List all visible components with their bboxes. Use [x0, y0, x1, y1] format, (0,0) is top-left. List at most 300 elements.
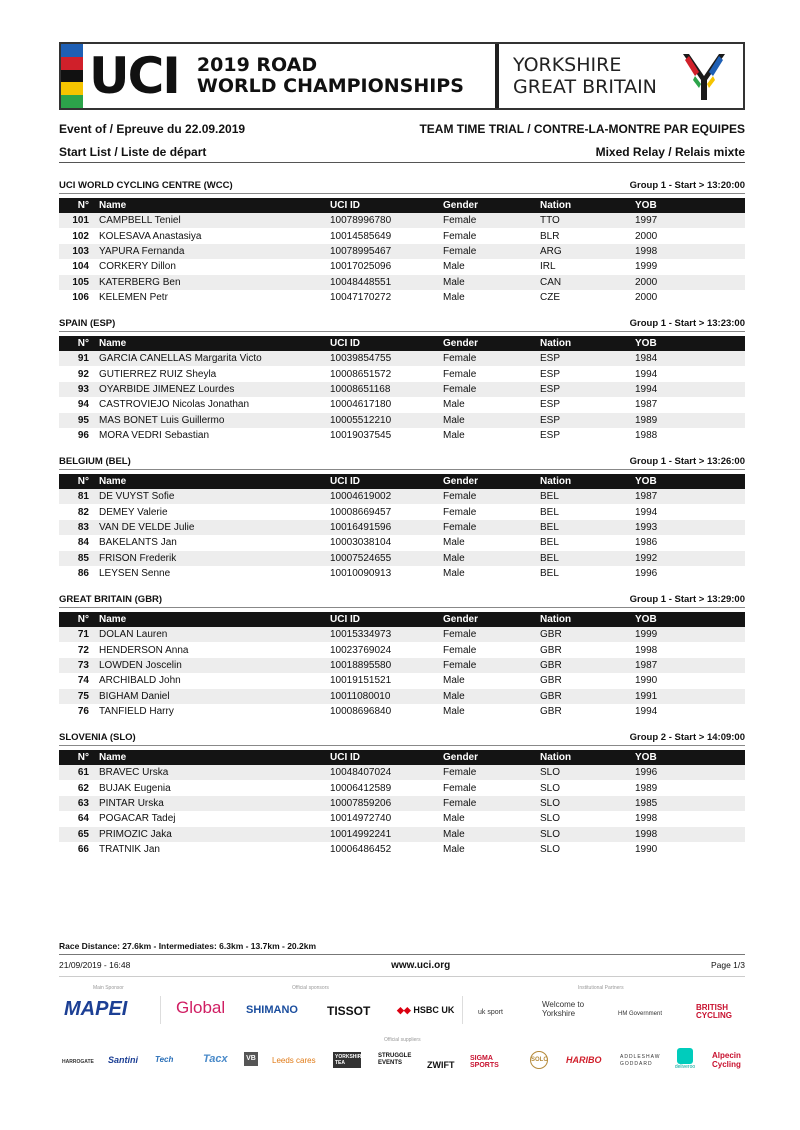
gender: Female [443, 491, 477, 503]
nation: CZE [540, 292, 560, 304]
divider [160, 996, 161, 1024]
table-row [59, 689, 745, 704]
rider-name: TRATNIK Jan [99, 844, 160, 856]
column-header: Nation [540, 476, 572, 487]
team-name: UCI WORLD CYCLING CENTRE (WCC) [59, 180, 233, 191]
uci-id: 10004617180 [330, 399, 392, 411]
bib-number: 81 [77, 491, 89, 503]
event-format: Mixed Relay / Relais mixte [595, 145, 745, 159]
table-row [59, 811, 745, 826]
official-suppliers-label: Official suppliers [384, 1037, 421, 1043]
nation: BEL [540, 568, 559, 580]
year-of-birth: 1999 [635, 261, 658, 273]
uci-id: 10019037545 [330, 430, 392, 442]
start-list-table [59, 198, 745, 305]
uci-id: 10003038104 [330, 537, 392, 549]
table-header-row [59, 750, 745, 765]
bib-number: 66 [77, 844, 89, 856]
year-of-birth: 2000 [635, 230, 658, 242]
column-header: Nation [540, 200, 572, 211]
table-row [59, 228, 745, 243]
column-header: YOB [635, 752, 657, 763]
team-block [59, 315, 745, 443]
rider-name: LOWDEN Joscelin [99, 659, 182, 671]
column-header: Name [99, 200, 127, 211]
nation: ESP [540, 368, 561, 380]
sponsor-tech: Tech [155, 1055, 174, 1064]
sponsor-addleshaw-goddard: ADDLESHAW GODDARD [620, 1054, 661, 1067]
rider-name: HENDERSON Anna [99, 644, 189, 656]
deliveroo-kangaroo-icon [677, 1048, 693, 1064]
table-row [59, 504, 745, 519]
rider-name: TANFIELD Harry [99, 706, 174, 718]
stripe [61, 57, 83, 70]
team-start-time: Group 2 - Start > 14:09:00 [629, 732, 745, 743]
gender: Male [443, 706, 465, 718]
year-of-birth: 2000 [635, 276, 658, 288]
divider [59, 469, 745, 470]
column-header: Name [99, 476, 127, 487]
page-number: Page 1/3 [710, 960, 745, 970]
sponsor-uk-sport: uk sport [478, 1009, 503, 1016]
year-of-birth: 1999 [635, 629, 658, 641]
gender: Male [443, 844, 465, 856]
year-of-birth: 1987 [635, 659, 658, 671]
gender: Female [443, 368, 477, 380]
stripe [61, 44, 83, 57]
nation: BLR [540, 230, 560, 242]
event-meta-row [59, 122, 745, 136]
bib-number: 76 [77, 706, 89, 718]
column-header: YOB [635, 476, 657, 487]
column-header: Nation [540, 338, 572, 349]
start-list-table [59, 750, 745, 857]
gender: Male [443, 537, 465, 549]
nation: SLO [540, 767, 561, 779]
year-of-birth: 1998 [635, 828, 658, 840]
sponsor-solo: SOLO [530, 1051, 548, 1069]
nation: BEL [540, 552, 559, 564]
gender: Female [443, 629, 477, 641]
year-of-birth: 1990 [635, 844, 658, 856]
uci-id: 10018895580 [330, 659, 392, 671]
sponsor-global: Global [176, 998, 226, 1017]
rider-name: VAN DE VELDE Julie [99, 521, 195, 533]
uci-id: 10017025096 [330, 261, 392, 273]
year-of-birth: 1993 [635, 521, 658, 533]
rider-name: LEYSEN Senne [99, 568, 171, 580]
nation: BEL [540, 537, 559, 549]
nation: GBR [540, 706, 562, 718]
rider-name: PINTAR Urska [99, 797, 164, 809]
column-header: N° [77, 338, 89, 349]
gender: Female [443, 521, 477, 533]
column-header: Name [99, 752, 127, 763]
team-name: BELGIUM (BEL) [59, 456, 131, 467]
official-sponsors-label: Official sponsors [292, 985, 329, 991]
column-header: YOB [635, 614, 657, 625]
gender: Male [443, 568, 465, 580]
rider-name: ARCHIBALD John [99, 675, 181, 687]
table-row [59, 520, 745, 535]
table-header-row [59, 474, 745, 489]
table-row [59, 535, 745, 550]
sponsor-vb: VB [244, 1052, 258, 1066]
nation: BEL [540, 491, 559, 503]
gender: Male [443, 430, 465, 442]
table-row [59, 827, 745, 842]
nation: GBR [540, 659, 562, 671]
divider [59, 162, 745, 163]
bib-number: 85 [77, 552, 89, 564]
column-header: Nation [540, 752, 572, 763]
team-header [59, 729, 745, 743]
uci-id: 10048407024 [330, 767, 392, 779]
table-row [59, 658, 745, 673]
rider-name: KATERBERG Ben [99, 276, 181, 288]
sponsor-mapei: MAPEI [64, 998, 128, 1020]
header-banner [59, 42, 745, 110]
sponsor-shimano: SHIMANO [246, 1004, 298, 1016]
uci-id: 10006412589 [330, 782, 392, 794]
divider [59, 745, 745, 746]
footer-row [59, 960, 745, 971]
gender: Female [443, 506, 477, 518]
nation: ARG [540, 245, 562, 257]
uci-id: 10010090913 [330, 568, 392, 580]
table-header-row [59, 198, 745, 213]
uci-brand [61, 44, 499, 108]
uci-id: 10008651168 [330, 383, 391, 395]
gender: Female [443, 230, 477, 242]
gender: Female [443, 767, 477, 779]
event-date: Event of / Epreuve du 22.09.2019 [59, 122, 246, 136]
bib-number: 93 [77, 383, 89, 395]
nation: IRL [540, 261, 556, 273]
nation: GBR [540, 690, 562, 702]
year-of-birth: 1990 [635, 675, 658, 687]
bib-number: 62 [77, 782, 89, 794]
uci-id: 10006486452 [330, 844, 392, 856]
uci-id: 10008696840 [330, 706, 392, 718]
nation: ESP [540, 414, 561, 426]
bib-number: 91 [77, 353, 89, 365]
year-of-birth: 1996 [635, 767, 658, 779]
uci-logo: UCI [89, 47, 179, 105]
uci-id: 10014972740 [330, 813, 392, 825]
gender: Female [443, 245, 477, 257]
year-of-birth: 1998 [635, 813, 658, 825]
nation: CAN [540, 276, 562, 288]
team-header [59, 591, 745, 605]
nation: BEL [540, 506, 559, 518]
column-header: UCI ID [330, 476, 360, 487]
sponsor-british-cycling: BRITISH CYCLING [696, 1003, 732, 1020]
table-row [59, 213, 745, 228]
column-header: Name [99, 614, 127, 625]
sponsor-struggle-events: STRUGGLE EVENTS [378, 1053, 412, 1066]
year-of-birth: 2000 [635, 292, 658, 304]
gender: Male [443, 292, 465, 304]
year-of-birth: 1984 [635, 353, 658, 365]
rider-name: BRAVEC Urska [99, 767, 169, 779]
table-row [59, 796, 745, 811]
column-header: UCI ID [330, 752, 360, 763]
sponsor-hsbc [397, 1005, 454, 1016]
table-row [59, 275, 745, 290]
column-header: N° [77, 476, 89, 487]
nation: GBR [540, 629, 562, 641]
team-header [59, 177, 745, 191]
sponsor-welcome-yorkshire: Welcome to Yorkshire [542, 1000, 585, 1018]
year-of-birth: 1994 [635, 383, 658, 395]
rider-name: PRIMOZIC Jaka [99, 828, 172, 840]
team-name: SPAIN (ESP) [59, 318, 116, 329]
sponsor-deliveroo-label: deliveroo [674, 1064, 696, 1070]
rider-name: KELEMEN Petr [99, 292, 168, 304]
team-block [59, 453, 745, 581]
table-row [59, 842, 745, 857]
team-header [59, 315, 745, 329]
bib-number: 101 [72, 215, 89, 227]
host-brand [499, 44, 743, 108]
bib-number: 96 [77, 430, 89, 442]
column-header: Gender [443, 614, 479, 625]
table-row [59, 673, 745, 688]
year-of-birth: 1994 [635, 706, 658, 718]
nation: SLO [540, 797, 561, 809]
sponsor-leeds-cares: Leeds cares [272, 1056, 316, 1065]
rainbow-stripes [61, 44, 83, 108]
sponsor-alpecin: Alpecin Cycling [712, 1051, 741, 1069]
print-timestamp: 21/09/2019 - 16:48 [59, 960, 131, 970]
year-of-birth: 1994 [635, 506, 658, 518]
bib-number: 63 [77, 797, 89, 809]
bib-number: 106 [72, 292, 89, 304]
uci-id: 10011080010 [330, 690, 391, 702]
divider [59, 193, 745, 194]
bib-number: 72 [77, 644, 89, 656]
rider-name: MAS BONET Luis Guillermo [99, 414, 225, 426]
table-row [59, 780, 745, 795]
rider-name: DEMEY Valerie [99, 506, 168, 518]
table-row [59, 259, 745, 274]
table-row [59, 366, 745, 381]
rider-name: CAMPBELL Teniel [99, 215, 181, 227]
race-distance: Race Distance: 27.6km - Intermediates: 6.3km - 13.7km - 20.2km [59, 941, 317, 951]
column-header: Name [99, 338, 127, 349]
list-title: Start List / Liste de départ [59, 145, 207, 159]
table-row [59, 627, 745, 642]
nation: BEL [540, 521, 559, 533]
column-header: UCI ID [330, 338, 360, 349]
year-of-birth: 1994 [635, 368, 658, 380]
uci-link[interactable]: www.uci.org [391, 960, 451, 971]
uci-id: 10019151521 [330, 675, 392, 687]
bib-number: 73 [77, 659, 89, 671]
uci-id: 10048448551 [330, 276, 392, 288]
bib-number: 83 [77, 521, 89, 533]
column-header: Gender [443, 200, 479, 211]
year-of-birth: 1985 [635, 797, 658, 809]
column-header: Gender [443, 338, 479, 349]
year-of-birth: 1987 [635, 491, 658, 503]
column-header: N° [77, 752, 89, 763]
bib-number: 75 [77, 690, 89, 702]
bib-number: 61 [77, 767, 89, 779]
nation: SLO [540, 782, 561, 794]
uci-id: 10004619002 [330, 491, 392, 503]
bib-number: 82 [77, 506, 89, 518]
team-header [59, 453, 745, 467]
team-name: GREAT BRITAIN (GBR) [59, 594, 163, 605]
host-line-2: GREAT BRITAIN [513, 76, 657, 98]
gender: Male [443, 828, 465, 840]
team-start-time: Group 1 - Start > 13:23:00 [629, 318, 745, 329]
uci-id: 10078995467 [330, 245, 392, 257]
gender: Female [443, 215, 477, 227]
gender: Male [443, 552, 465, 564]
uci-id: 10023769024 [330, 644, 392, 656]
sponsor-yorkshire-tea: YORKSHIRE TEA [335, 1054, 365, 1066]
year-of-birth: 1998 [635, 245, 658, 257]
column-header: UCI ID [330, 200, 360, 211]
stripe [61, 95, 83, 108]
bib-number: 71 [77, 629, 89, 641]
uci-id: 10007524655 [330, 552, 392, 564]
nation: ESP [540, 383, 561, 395]
uci-id: 10039854755 [330, 353, 392, 365]
year-of-birth: 1989 [635, 782, 658, 794]
uci-id: 10016491596 [330, 521, 392, 533]
title-line-1: 2019 ROAD [196, 54, 318, 76]
rider-name: CASTROVIEJO Nicolas Jonathan [99, 399, 250, 411]
rider-name: DE VUYST Sofie [99, 491, 175, 503]
table-header-row [59, 336, 745, 351]
nation: GBR [540, 644, 562, 656]
rider-name: POGACAR Tadej [99, 813, 176, 825]
uci-id: 10008651572 [330, 368, 392, 380]
table-row [59, 413, 745, 428]
bib-number: 105 [72, 276, 89, 288]
nation: SLO [540, 828, 561, 840]
divider [59, 607, 745, 608]
championship-title [197, 55, 464, 97]
column-header: YOB [635, 200, 657, 211]
gender: Male [443, 399, 465, 411]
rider-name: FRISON Frederik [99, 552, 177, 564]
bib-number: 84 [77, 537, 89, 549]
gender: Female [443, 353, 477, 365]
gender: Male [443, 261, 465, 273]
column-header: N° [77, 200, 89, 211]
uci-id: 10078996780 [330, 215, 392, 227]
table-row [59, 704, 745, 719]
gender: Male [443, 276, 465, 288]
year-of-birth: 1987 [635, 399, 658, 411]
host-name [513, 54, 657, 98]
table-header-row [59, 612, 745, 627]
table-row [59, 290, 745, 305]
stripe [61, 82, 83, 95]
gender: Female [443, 782, 477, 794]
rider-name: BUJAK Eugenia [99, 782, 171, 794]
gender: Male [443, 813, 465, 825]
table-row [59, 642, 745, 657]
year-of-birth: 1989 [635, 414, 658, 426]
nation: ESP [540, 353, 561, 365]
uci-id: 10007859206 [330, 797, 392, 809]
sponsor-hsbc-label: HSBC UK [413, 1005, 455, 1015]
year-of-birth: 1986 [635, 537, 658, 549]
table-row [59, 397, 745, 412]
bib-number: 102 [72, 230, 89, 242]
stripe [61, 70, 83, 83]
year-of-birth: 1998 [635, 644, 658, 656]
start-list-table [59, 336, 745, 443]
rider-name: GUTIERREZ RUIZ Sheyla [99, 368, 217, 380]
gender: Male [443, 675, 465, 687]
divider [59, 331, 745, 332]
team-start-time: Group 1 - Start > 13:29:00 [629, 594, 745, 605]
column-header: YOB [635, 338, 657, 349]
team-block [59, 591, 745, 719]
table-row [59, 351, 745, 366]
uci-id: 10014585649 [330, 230, 392, 242]
table-row [59, 428, 745, 443]
uci-id: 10014992241 [330, 828, 392, 840]
sponsor-tacx: Tacx [203, 1053, 228, 1065]
table-row [59, 566, 745, 581]
divider [59, 976, 745, 977]
divider [462, 996, 463, 1024]
uci-id: 10008669457 [330, 506, 392, 518]
bib-number: 92 [77, 368, 89, 380]
column-header: UCI ID [330, 614, 360, 625]
year-of-birth: 1997 [635, 215, 658, 227]
gender: Male [443, 414, 465, 426]
table-row [59, 765, 745, 780]
nation: SLO [540, 813, 561, 825]
main-sponsor-label: Main Sponsor [93, 985, 124, 991]
rider-name: BAKELANTS Jan [99, 537, 177, 549]
rider-name: GARCIA CANELLAS Margarita Victo [99, 353, 262, 365]
column-header: Nation [540, 614, 572, 625]
sponsor-sigma-sports: SIGMA SPORTS [470, 1055, 499, 1069]
rider-name: BIGHAM Daniel [99, 690, 170, 702]
sponsor-zwift: ZWIFT [427, 1060, 455, 1070]
sponsor-tissot: TISSOT [327, 1004, 371, 1018]
sponsor-haribo: HARIBO [566, 1055, 602, 1065]
rider-name: OYARBIDE JIMENEZ Lourdes [99, 383, 235, 395]
uci-id: 10015334973 [330, 629, 392, 641]
column-header: N° [77, 614, 89, 625]
title-line-2: WORLD CHAMPIONSHIPS [196, 75, 464, 97]
bib-number: 94 [77, 399, 89, 411]
column-header: Gender [443, 476, 479, 487]
bib-number: 104 [72, 261, 89, 273]
gender: Female [443, 644, 477, 656]
uci-id: 10047170272 [330, 292, 392, 304]
nation: ESP [540, 430, 561, 442]
gender: Male [443, 690, 465, 702]
bib-number: 86 [77, 568, 89, 580]
uci-id: 10005512210 [330, 414, 392, 426]
bib-number: 64 [77, 813, 89, 825]
bib-number: 65 [77, 828, 89, 840]
institutional-partners-label: Institutional Partners [578, 985, 624, 991]
team-block [59, 729, 745, 857]
